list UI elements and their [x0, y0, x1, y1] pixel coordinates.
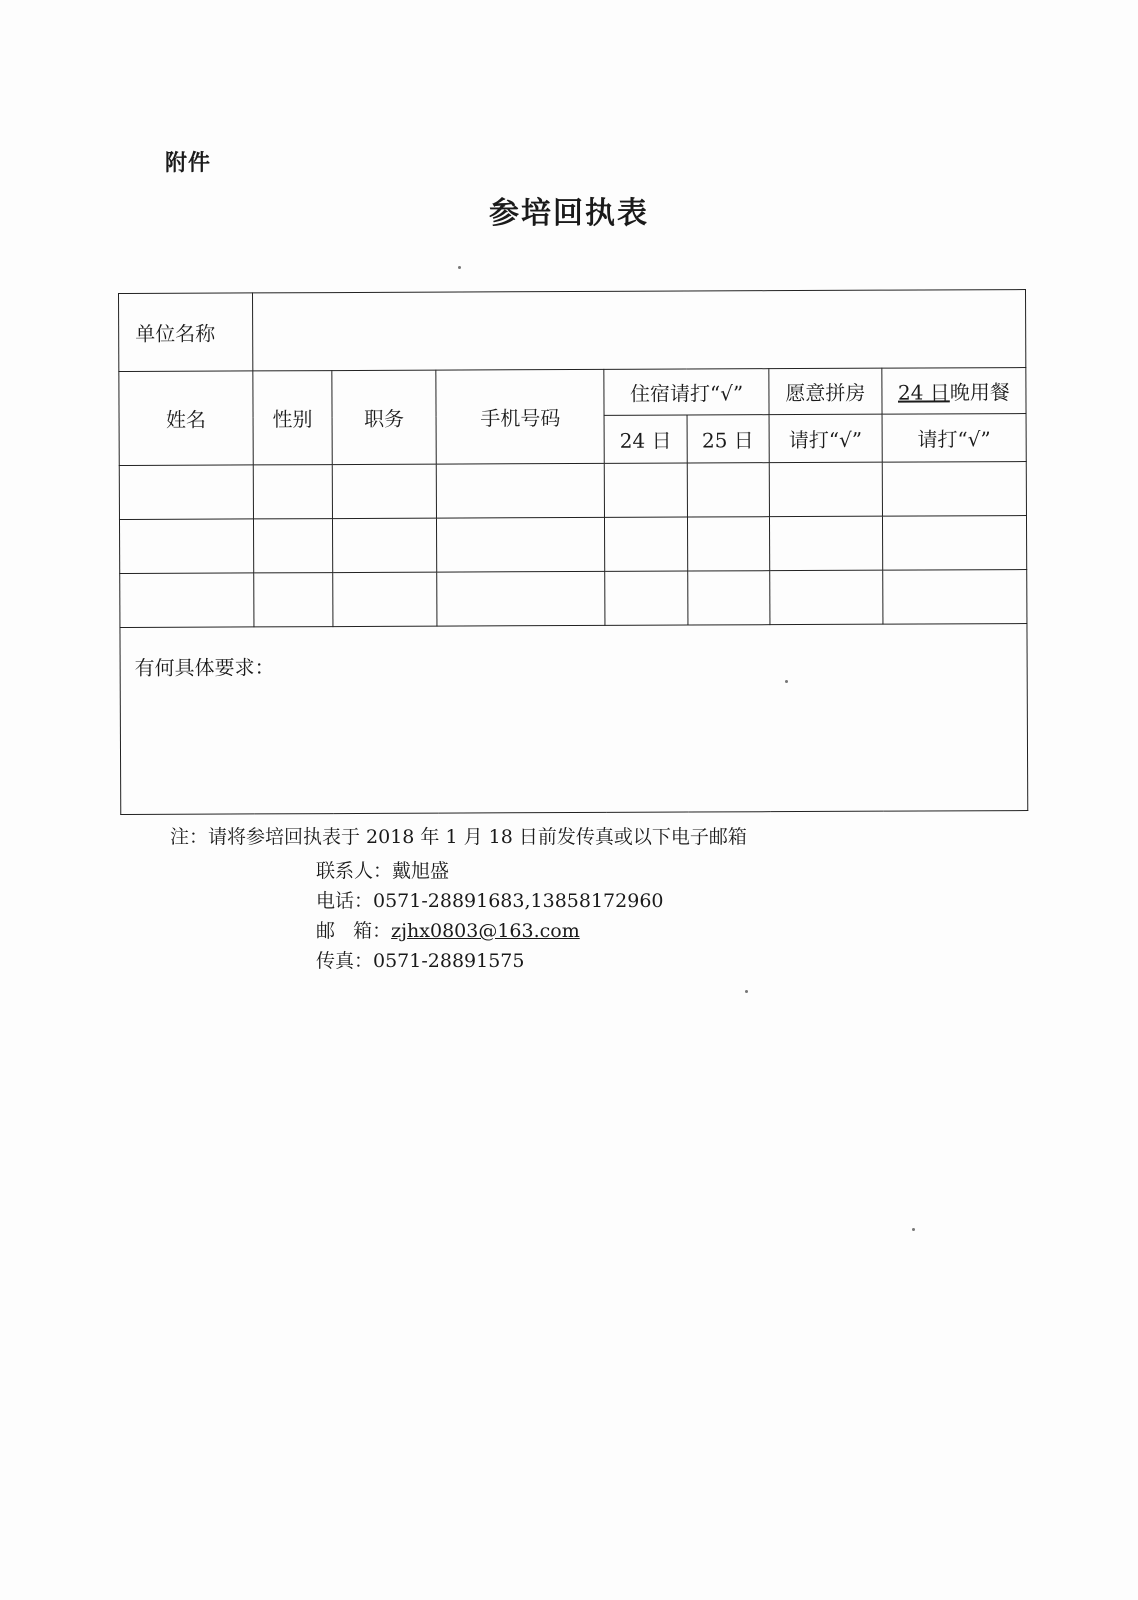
contact-fax: 传真：0571-28891575 — [316, 950, 525, 972]
lodging-24-cell[interactable] — [605, 571, 687, 625]
contact-email-line — [316, 916, 664, 946]
form-title: 参培回执表 — [489, 196, 649, 231]
table-row — [119, 516, 1026, 574]
header-lodging: 住宿请打“√” — [604, 369, 769, 416]
lodging-25-cell[interactable] — [687, 517, 769, 571]
requirements-label: 有何具体要求： — [134, 655, 275, 680]
dinner-cell[interactable] — [882, 462, 1026, 517]
submission-note: 注：请将参培回执表于 2018 年 1 月 18 日前发传真或以下电子邮箱 — [170, 826, 747, 848]
table-row — [119, 462, 1026, 520]
name-cell[interactable] — [119, 519, 253, 574]
header-dinner-line2: 请打“√” — [882, 414, 1026, 463]
header-dinner-rest: 晚用餐 — [949, 380, 1010, 405]
position-cell[interactable] — [332, 518, 437, 572]
name-cell[interactable] — [120, 573, 254, 628]
header-dinner-line1 — [882, 368, 1026, 415]
contact-phone: 电话：0571-28891683,13858172960 — [316, 890, 664, 912]
lodging-24-cell[interactable] — [605, 517, 687, 571]
attachment-label: 附件 — [165, 151, 212, 176]
header-share-room-line2: 请打“√” — [769, 414, 882, 462]
lodging-25-cell[interactable] — [687, 463, 769, 517]
lodging-24-cell[interactable] — [605, 463, 687, 517]
name-cell[interactable] — [119, 465, 253, 520]
share-room-cell[interactable] — [770, 570, 883, 624]
scan-speck — [912, 1228, 915, 1231]
header-share-room-line1: 愿意拼房 — [769, 368, 882, 414]
header-lodging-24: 24 日 — [604, 415, 686, 463]
scan-speck — [745, 990, 748, 993]
unit-name-cell[interactable] — [252, 290, 1025, 371]
gender-cell[interactable] — [254, 573, 333, 627]
share-room-cell[interactable] — [769, 462, 882, 516]
header-phone: 手机号码 — [436, 369, 605, 464]
requirements-row — [120, 624, 1028, 815]
contact-person: 联系人：戴旭盛 — [316, 860, 450, 882]
gender-cell[interactable] — [253, 465, 332, 519]
scan-speck — [785, 680, 788, 683]
header-position: 职务 — [332, 370, 437, 464]
header-name: 姓名 — [119, 371, 253, 466]
header-dinner-date: 24 日 — [897, 380, 950, 405]
phone-cell[interactable] — [437, 571, 605, 626]
contact-email[interactable]: zjhx0803@163.com — [391, 920, 580, 942]
header-row-1 — [119, 368, 1026, 418]
position-cell[interactable] — [332, 464, 437, 518]
registration-table — [118, 289, 1028, 815]
phone-cell[interactable] — [436, 463, 604, 518]
scan-speck — [458, 266, 461, 269]
phone-cell[interactable] — [437, 517, 605, 572]
header-lodging-25: 25 日 — [687, 415, 769, 463]
table-row — [120, 570, 1027, 628]
contact-email-label: 邮 箱： — [316, 920, 392, 942]
unit-name-label: 单位名称 — [119, 293, 253, 372]
dinner-cell[interactable] — [883, 570, 1027, 625]
gender-cell[interactable] — [253, 519, 332, 573]
position-cell[interactable] — [333, 572, 438, 626]
contact-block — [316, 856, 664, 976]
requirements-cell[interactable] — [120, 624, 1028, 815]
unit-row — [119, 290, 1026, 372]
lodging-25-cell[interactable] — [687, 571, 769, 625]
header-gender: 性别 — [253, 371, 333, 465]
dinner-cell[interactable] — [882, 516, 1026, 571]
share-room-cell[interactable] — [769, 516, 882, 570]
